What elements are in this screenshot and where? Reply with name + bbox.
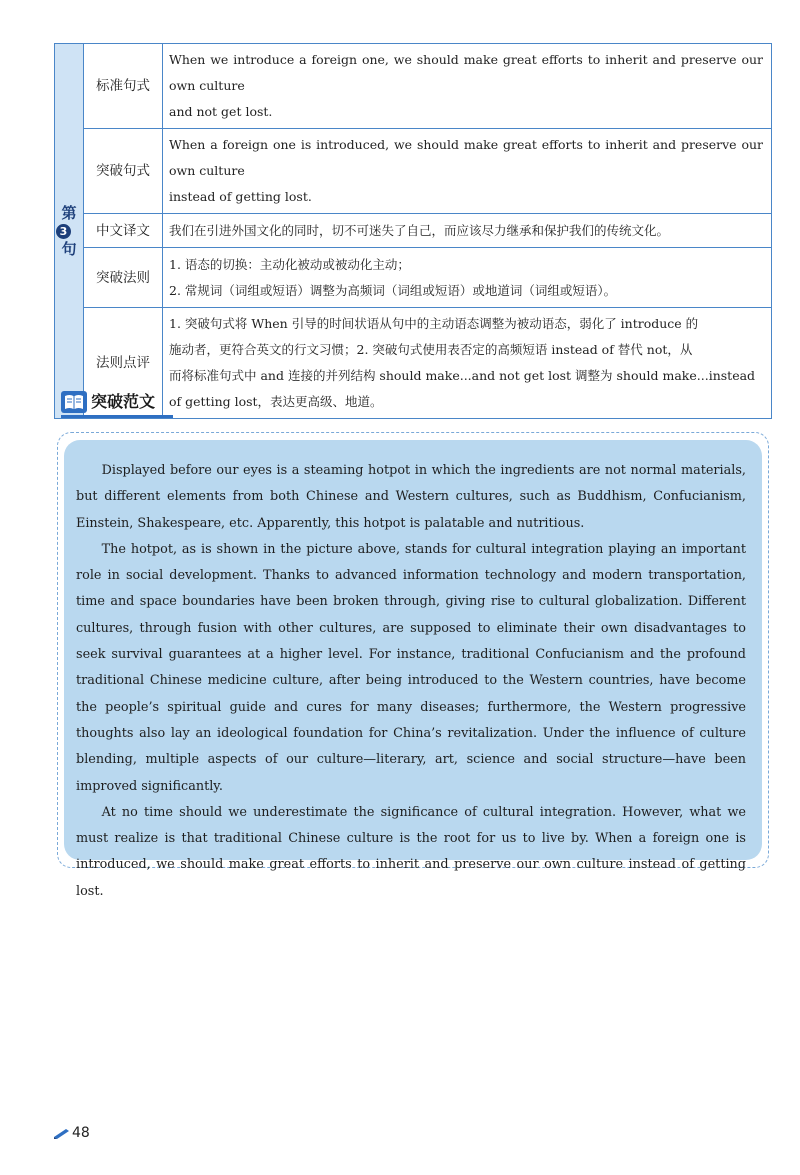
page-number: 48: [72, 1125, 90, 1141]
row-content: When a foreign one is introduced, we should make great efforts to inherit and preserve our own culture instead of getting lost.: [163, 129, 772, 214]
essay-paragraph: At no time should we underestimate the significance of cultural integration. However, what we must realize is that traditional Chinese culture is the root for us to live by. When a foreign one is introduced, we should make great efforts to inherit and preserve our own culture instead of getting lost.: [76, 804, 746, 899]
table-row: [55, 248, 772, 308]
sentence-comparison-table: [54, 43, 772, 419]
row-content: 1. 突破句式将 When 引导的时间状语从句中的主动语态调整为被动语态，弱化了 introduce 的 施动者，更符合英文的行文习惯；2. 突破句式使用表否定的高频短语 instead of 替代 not，从 而将标准句式中 and 连接的并列结构 should make...and not get lost 调整为 should make...instead of getting lost，表达更高级、地道。: [163, 308, 772, 419]
essay-paragraph: Displayed before our eyes is a steaming hotpot in which the ingredients are not normal materials, but different elements from both Chinese and Western cultures, such as Buddhism, Confucianism, Einstein, Shakespeare, etc. Apparently, this hotpot is palatable and nutritious.: [76, 463, 746, 531]
section-underline: [61, 415, 173, 418]
sentence-number-label: 第 3 句: [55, 44, 84, 419]
table-row: [55, 129, 772, 214]
row-content: When we introduce a foreign one, we should make great efforts to inherit and preserve our own culture and not get lost.: [163, 44, 772, 129]
section-title: 突破范文: [91, 392, 156, 411]
section-header: [61, 390, 241, 416]
row-label: 标准句式: [84, 44, 163, 129]
book-icon: [61, 391, 87, 413]
row-label: 法则点评: [84, 308, 163, 419]
row-content: 1. 语态的切换：主动化被动或被动化主动； 2. 常规词（词组或短语）调整为高频词（词组或短语）或地道词（词组或短语）。: [163, 248, 772, 308]
row-content: 我们在引进外国文化的同时，切不可迷失了自己，而应该尽力继承和保护我们的传统文化。: [163, 214, 772, 248]
row-label: 突破句式: [84, 129, 163, 214]
sentence-number-badge: 3: [56, 224, 71, 239]
row-label: 突破法则: [84, 248, 163, 308]
table-row: [55, 44, 772, 129]
pencil-icon: [54, 1127, 70, 1139]
table-row: [55, 214, 772, 248]
model-essay: [64, 440, 762, 899]
row-label: 中文译文: [84, 214, 163, 248]
essay-paragraph: The hotpot, as is shown in the picture above, stands for cultural integration playing an important role in social development. Thanks to advanced information technology and modern transportation, time and space boundaries have been broken through, giving rise to cultural globalization. Different cultures, through fusion with other cultures, are supposed to eliminate their own disadvantages to seek survival guarantees at a higher level. For instance, traditional Confucianism and the profound traditional Chinese medicine culture, after being introduced to the Western countries, have become the people’s spiritual guide and cures for many diseases; furthermore, the Western progressive thoughts also lay an ideological foundation for China’s revitalization. Under the influence of culture blending, multiple aspects of our culture—literary, art, science and social structure—have been improved significantly.: [76, 541, 746, 794]
